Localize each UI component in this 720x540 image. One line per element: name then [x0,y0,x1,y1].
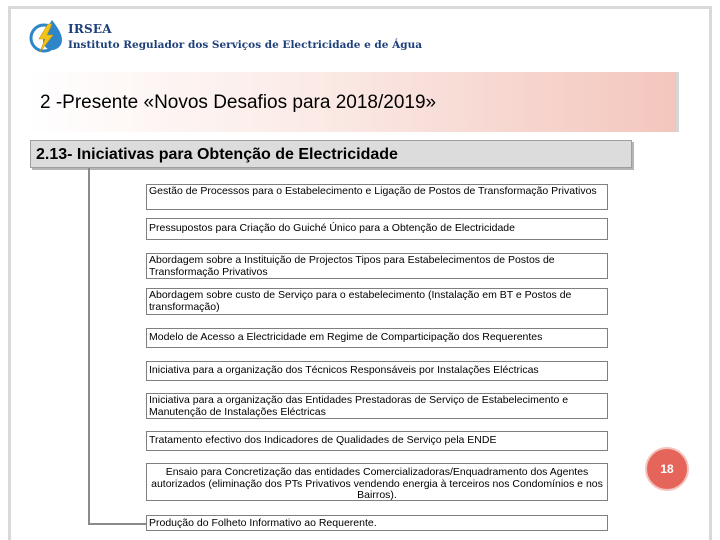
initiative-item: Iniciativa para a organização das Entidades Prestadoras de Serviço de Estabelecimento e Manutenção de Instalações Eléctricas [146,393,608,419]
initiative-item: Abordagem sobre a Instituição de Projectos Tipos para Estabelecimentos de Postos de Transformação Privativos [146,253,608,279]
page-frame-left [8,6,11,540]
tree-connector-horizontal [88,523,146,525]
section-title: 2 -Presente «Novos Desafios para 2018/2019» [40,92,437,113]
subsection-title: 2.13- Iniciativas para Obtenção de Electricidade [36,146,398,163]
page-number-badge: 18 [645,447,689,491]
irsea-logo-icon [28,16,64,56]
initiative-item: Gestão de Processos para o Estabelecimento e Ligação de Postos de Transformação Privativos [146,184,608,210]
page-frame-right [709,6,712,540]
initiative-item: Iniciativa para a organização dos Técnicos Responsáveis por Instalações Eléctricas [146,361,608,381]
initiative-item: Pressupostos para Criação do Guiché Único para a Obtenção de Electricidade [146,218,608,240]
tree-connector-vertical [88,168,90,524]
org-full-name: Instituto Regulador dos Serviços de Electricidade e de Água [68,39,423,51]
page-frame-top [8,6,712,9]
initiative-item: Produção do Folheto Informativo ao Requerente. [146,515,608,531]
org-short-name: IRSEA [68,22,112,36]
initiative-item: Tratamento efectivo dos Indicadores de Qualidades de Serviço pela ENDE [146,431,608,451]
initiative-item: Modelo de Acesso a Electricidade em Regime de Comparticipação dos Requerentes [146,328,608,348]
initiative-item: Abordagem sobre custo de Serviço para o estabelecimento (Instalação em BT e Postos de transformação) [146,288,608,315]
initiative-item: Ensaio para Concretização das entidades Comercializadoras/Enquadramento dos Agentes autorizados (eliminação dos PTs Privativos vendendo energia à terceiros nos Condomínios e nos Bairros). [146,463,608,501]
